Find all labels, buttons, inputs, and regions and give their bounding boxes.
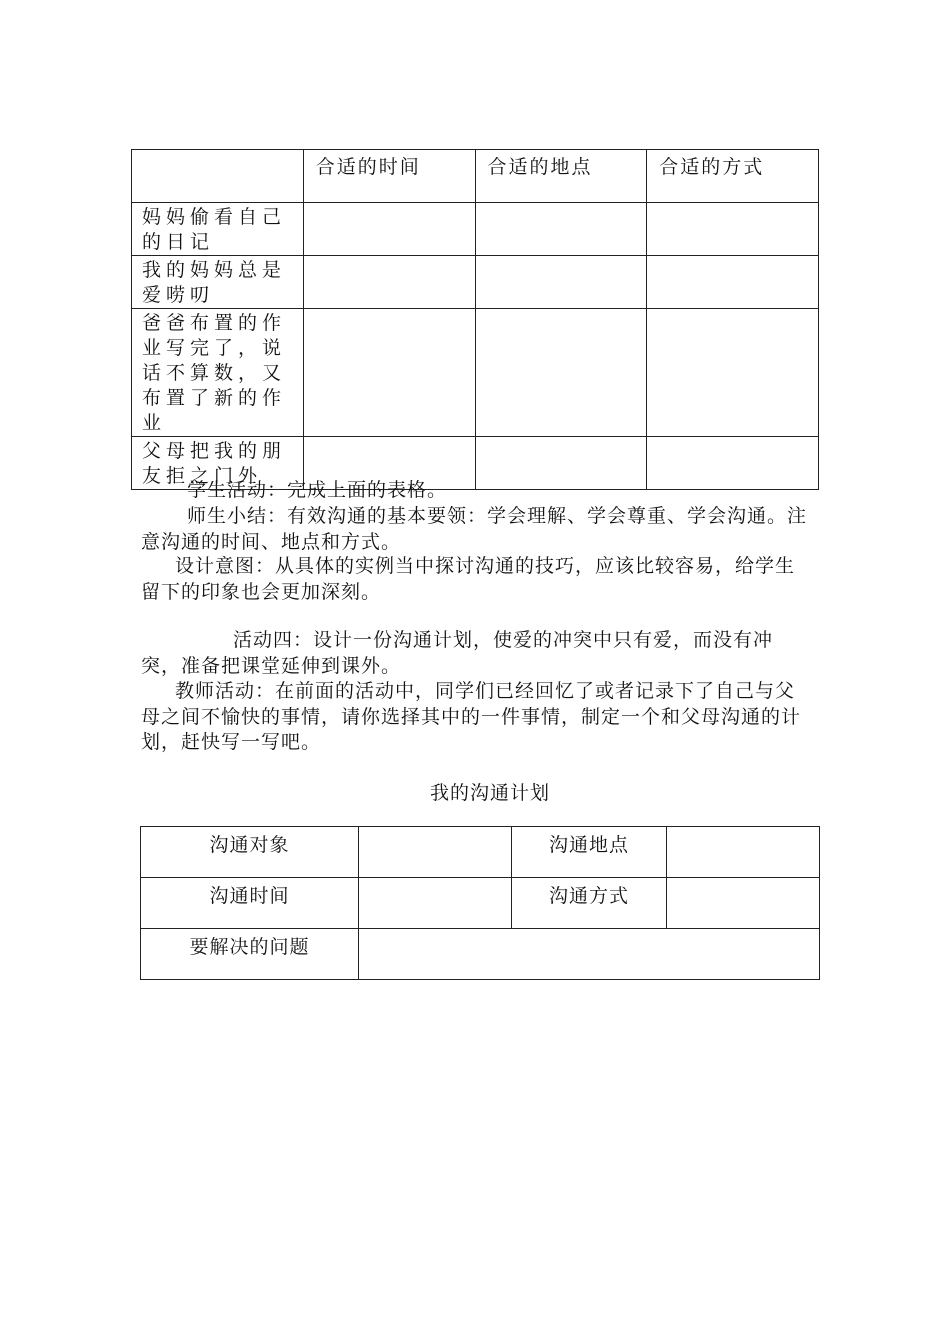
table-cell[interactable] — [647, 256, 819, 309]
header-suitable-method: 合适的方式 — [647, 150, 819, 203]
table-cell[interactable] — [303, 256, 475, 309]
table-cell[interactable] — [303, 203, 475, 256]
teacher-activity-text: 教师活动：在前面的活动中，同学们已经回忆了或者记录下了自己与父母之间不愉快的事情，请你选择其中的一件事情，制定一个和父母沟通的计划，赶快写一写吧。 — [141, 680, 802, 753]
time-label: 沟通时间 — [141, 878, 359, 929]
activity-four-paragraph — [141, 628, 811, 679]
row-label: 我的妈妈总是爱唠叨 — [132, 256, 304, 309]
place-label: 沟通地点 — [512, 827, 667, 878]
table-cell[interactable] — [475, 203, 647, 256]
communication-plan-table — [140, 826, 820, 980]
table-cell[interactable] — [475, 256, 647, 309]
header-empty-cell — [132, 150, 304, 203]
header-suitable-place: 合适的地点 — [475, 150, 647, 203]
design-intent-text: 设计意图：从具体的实例当中探讨沟通的技巧，应该比较容易，给学生留下的印象也会更加深刻。 — [141, 555, 796, 603]
table-row — [141, 929, 820, 980]
table-row — [132, 256, 819, 309]
header-suitable-time: 合适的时间 — [303, 150, 475, 203]
table-cell[interactable] — [647, 309, 819, 437]
student-activity-paragraph — [141, 478, 811, 504]
row-label: 爸爸布置的作业写完了，说话不算数，又布置了新的作业 — [132, 309, 304, 437]
teacher-activity-paragraph — [141, 679, 811, 756]
table-cell[interactable] — [647, 203, 819, 256]
student-activity-text: 学生活动：完成上面的表格。 — [187, 479, 448, 501]
design-intent-paragraph — [141, 554, 811, 605]
method-label: 沟通方式 — [512, 878, 667, 929]
plan-title: 我的沟通计划 — [429, 782, 550, 804]
table-row — [132, 309, 819, 437]
summary-text: 师生小结：有效沟通的基本要领：学会理解、学会尊重、学会沟通。注意沟通的时间、地点和方式。 — [141, 505, 808, 553]
table-row — [141, 827, 820, 878]
communication-situation-table — [131, 149, 819, 490]
target-label: 沟通对象 — [141, 827, 359, 878]
table-cell[interactable] — [475, 309, 647, 437]
table-header-row — [132, 150, 819, 203]
place-value-cell[interactable] — [667, 827, 820, 878]
row-label: 妈妈偷看自己的日记 — [132, 203, 304, 256]
table-cell[interactable] — [303, 309, 475, 437]
activity-four-text: 活动四：设计一份沟通计划，使爱的冲突中只有爱，而没有冲突，准备把课堂延伸到课外。 — [141, 629, 774, 677]
problem-value-cell[interactable] — [359, 929, 820, 980]
method-value-cell[interactable] — [667, 878, 820, 929]
row-label: 父母把我的朋友拒之门外 — [132, 437, 304, 490]
target-value-cell[interactable] — [359, 827, 512, 878]
time-value-cell[interactable] — [359, 878, 512, 929]
summary-paragraph — [141, 504, 811, 555]
table-row — [141, 878, 820, 929]
problem-label: 要解决的问题 — [141, 929, 359, 980]
table-row — [132, 203, 819, 256]
